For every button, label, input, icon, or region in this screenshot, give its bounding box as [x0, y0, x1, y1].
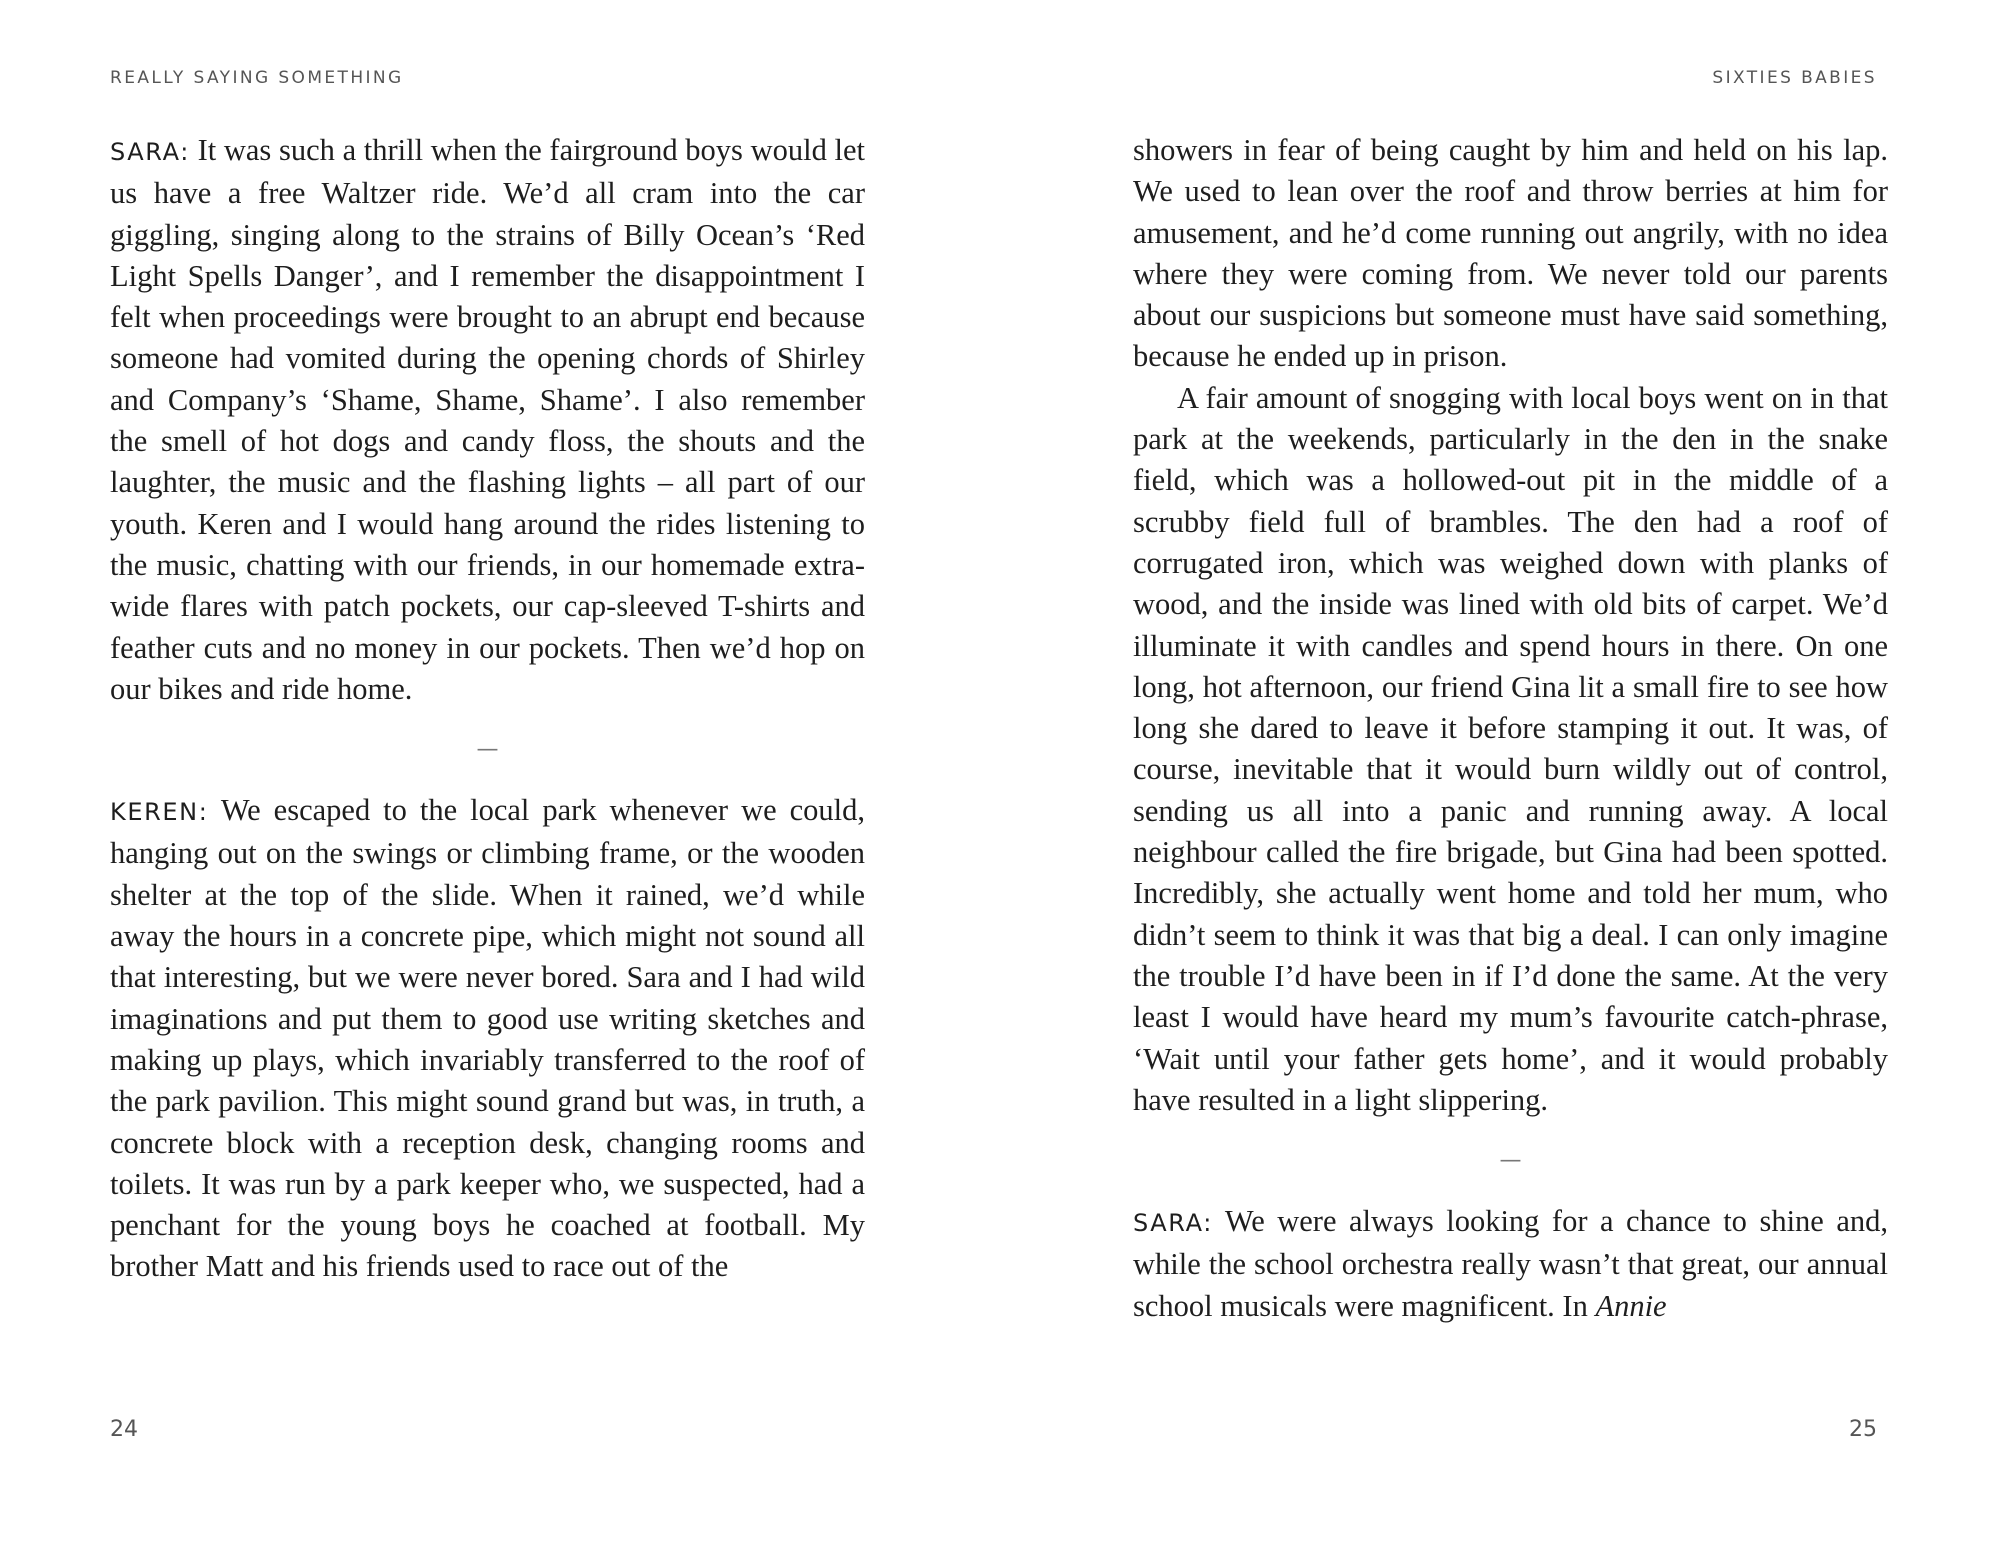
keren-paragraph-park — [110, 790, 865, 1288]
right-text-block — [1133, 130, 1888, 1327]
sara-paragraph-musicals — [1133, 1201, 1888, 1327]
page-number-right: 25 — [1849, 1417, 1877, 1442]
musical-title-italic: Annie — [1595, 1288, 1667, 1323]
sara-paragraph-fairground — [110, 130, 865, 710]
speaker-label-keren: KEREN: — [110, 798, 209, 827]
section-divider: — — [476, 737, 499, 763]
paragraph-text: It was such a thrill when the fairground boys would let us have a free Waltzer ride. We’d all cram into the car giggling, singing along to the strains of Billy Ocean’s ‘Red Light Spells Danger’, and I remember the disappointment I felt when proceedings were brought to an abrupt end because someone had vomited during the opening chords of Shirley and Company’s ‘Shame, Shame, Shame’. I also remember the smell of hot dogs and candy floss, the shouts and the laughter, the music and the flashing lights – all part of our youth. Keren and I would hang around the rides listening to the music, chatting with our friends, in our homemade extra-wide flares with patch pockets, our cap-sleeved T-shirts and feather cuts and no money in our pockets. Then we’d hop on our bikes and ride home. — [110, 133, 865, 706]
speaker-label-sara: SARA: — [110, 138, 190, 166]
right-page — [996, 0, 1992, 1553]
paragraph-text: We escaped to the local park whenever we could, hanging out on the swings or climbing frame, or the wooden shelter at the top of the slide. When it rained, we’d while away the hours in a concrete pipe, which might not sound all that interesting, but we were never bored. Sara and I had wild imaginations and put them to good use writing sketches and making up plays, which invariably transferred to the roof of the park pavilion. This might sound grand but was, in truth, a concrete block with a reception desk, changing rooms and toilets. It was run by a park keeper who, we suspected, had a penchant for the young boys he coached at football. My brother Matt and his friends used to race out of the — [110, 793, 865, 1284]
running-head-left: REALLY SAYING SOMETHING — [110, 68, 404, 88]
running-head-right: SIXTIES BABIES — [1712, 68, 1877, 88]
paragraph-snogging-den: A fair amount of snogging with local boys went on in that park at the weekends, particularly in the den in the snake field, which was a hollowed-out pit in the middle of a scrubby field full of brambles. The den had a roof of corrugated iron, which was weighed down with planks of wood, and the inside was lined with old bits of carpet. We’d illuminate it with candles and spend hours in there. On one long, hot afternoon, our friend Gina lit a small fire to see how long she dared to leave it before stamping it out. It was, of course, inevitable that it would burn wildly out of control, sending us all into a panic and running away. A local neighbour called the fire brigade, but Gina had been spotted. Incredibly, she actually went home and told her mum, who didn’t seem to think it was that big a deal. I can only imagine the trouble I’d have been in if I’d done the same. At the very least I would have heard my mum’s favourite catch-phrase, ‘Wait until your father gets home’, and it would probably have resulted in a light slippering. — [1133, 380, 1888, 1117]
paragraph-showers: showers in fear of being caught by him and held on his lap. We used to lean over the roof and throw berries at him for amusement, and he’d come running out angrily, with no idea where they were coming from. We never told our parents about our suspicions but someone must have said something, because he ended up in prison. — [1133, 133, 1888, 374]
speaker-label-sara: SARA: — [1133, 1209, 1213, 1238]
paragraph-text: We were always looking for a chance to shine and, while the school orchestra really wasn’t that great, our annual school musicals were magnificent. In — [1133, 1204, 1888, 1323]
page-number-left: 24 — [110, 1417, 138, 1442]
section-divider: — — [1499, 1148, 1522, 1174]
left-text-block — [110, 130, 865, 1288]
